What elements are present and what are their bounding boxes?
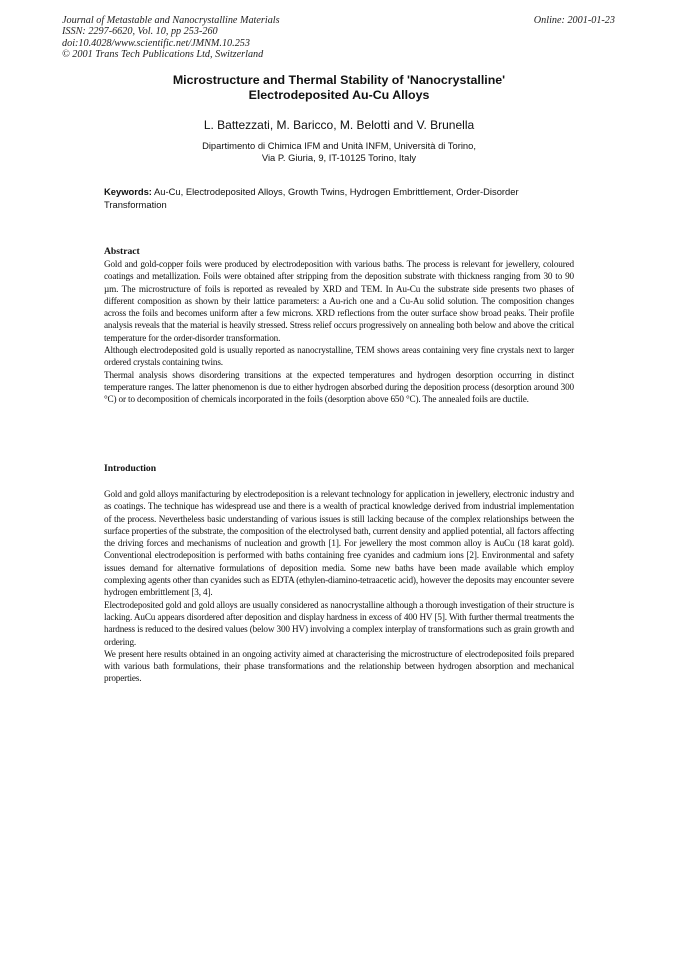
title-line-2: Electrodeposited Au-Cu Alloys — [248, 88, 430, 102]
author-list: L. Battezzati, M. Baricco, M. Belotti and V. Brunella — [203, 118, 475, 132]
introduction-heading: Introduction — [104, 463, 157, 474]
affiliation-line-1: Dipartimento di Chimica IFM and Unità INFM, Università di Torino, — [202, 140, 476, 151]
abstract-heading: Abstract — [104, 246, 140, 257]
copyright-line: © 2001 Trans Tech Publications Ltd, Switzerland — [62, 49, 264, 61]
introduction-paragraph: Electrodeposited gold and gold alloys are usually considered as nanocrystalline although a thorough investigation of their structure is lacking. AuCu appears disordered after deposition and display hardness in excess of 400 HV [5]. With further thermal treatments the hardness is reduced to the desired values (below 300 HV) involving a complex interplay of transformations such as grain growth and ordering. — [104, 599, 574, 647]
affiliation-line-2: Via P. Giuria, 9, IT-10125 Torino, Italy — [261, 151, 417, 163]
journal-name: Journal of Metastable and Nanocrystalline Materials — [62, 15, 280, 26]
introduction-paragraph: We present here results obtained in an ongoing activity aimed at characterising the microstructure of electrodeposited foils prepared with various bath formulations, their phase transformations and the relationship between hydrogen absorption and mechanical properties. — [104, 648, 574, 684]
journal-header — [62, 15, 442, 61]
title-line-1: Microstructure and Thermal Stability of 'Nanocrystalline' — [172, 73, 506, 87]
keywords-text: Au-Cu, Electrodeposited Alloys, Growth Twins, Hydrogen Embrittlement, Order-Disorder Transformation — [104, 186, 519, 210]
abstract-paragraph: Although electrodeposited gold is usually reported as nanocrystalline, TEM shows areas containing very fine crystals next to larger ordered crystals containing twins. — [104, 345, 574, 368]
online-date: Online: 2001-01-23 — [533, 15, 615, 26]
affiliation — [100, 140, 578, 163]
paper-title — [100, 73, 578, 103]
introduction-body — [104, 488, 574, 685]
abstract-paragraph: Gold and gold-copper foils were produced by electrodeposition with various baths. The process is relevant for jewellery, coloured coatings and metallization. Foils were obtained after stripping from the deposition substrate with thickness ranging from 30 to 90 µm. The microstructure of foils is reported as revealed by XRD and TEM. In Au-Cu the substrate side presents two phases of different composition as shown by their lattice parameters: a Au-rich one and a Cu-Au solid solution. The composition changes across the foils and becomes uniform after a few microns. XRD reflections from the outer surface show broad peaks. Their profile analysis reveals that the material is heavily stressed. Stress relief occurs progressively on annealing both below and above the critical temperature for the order-disorder transformation. — [104, 259, 574, 343]
keywords — [104, 186, 544, 211]
abstract-body — [104, 258, 574, 406]
keywords-label: Keywords: — [104, 186, 152, 197]
introduction-paragraph: Gold and gold alloys manifacturing by electrodeposition is a relevant technology for application in jewellery, electronic industry and as coatings. The technique has widespread use and there is a wealth of practical knowledge derived from industrial implementation of the process. Nevertheless basic understanding of various issues is still lacking because of the complex relationships between the surface properties of the substrate, the composition of the electrolysed bath, current density and applied potential, all factors affecting the driving forces and mechanisms of nucleation and growth [1]. For jewellery the most common alloy is AuCu (18 karat gold). Conventional electrodeposition is performed with baths containing free cyanides and cadmium ions [2]. Environmental and safety issues demand for alternative formulations of deposition media. Some new baths have been made available which employ complexing agents other than cyanides such as EDTA (ethylen-diamino-tetraacetic acid), however the deposits may encounter severe hydrogen embrittlement [3, 4]. — [104, 489, 574, 598]
issn-line: ISSN: 2297-6620, Vol. 10, pp 253-260 — [62, 26, 218, 38]
doi-link[interactable]: doi:10.4028/www.scientific.net/JMNM.10.253 — [62, 37, 250, 49]
abstract-paragraph: Thermal analysis shows disordering transitions at the expected temperatures and hydrogen desorption occurring in distinct temperature ranges. The latter phenomenon is due to either hydrogen absorbed during the deposition process (desorption around 300 °C) or to decomposition of chemicals incorporated in the foils (desorption above 650 °C). The annealed foils are ductile. — [104, 369, 574, 405]
